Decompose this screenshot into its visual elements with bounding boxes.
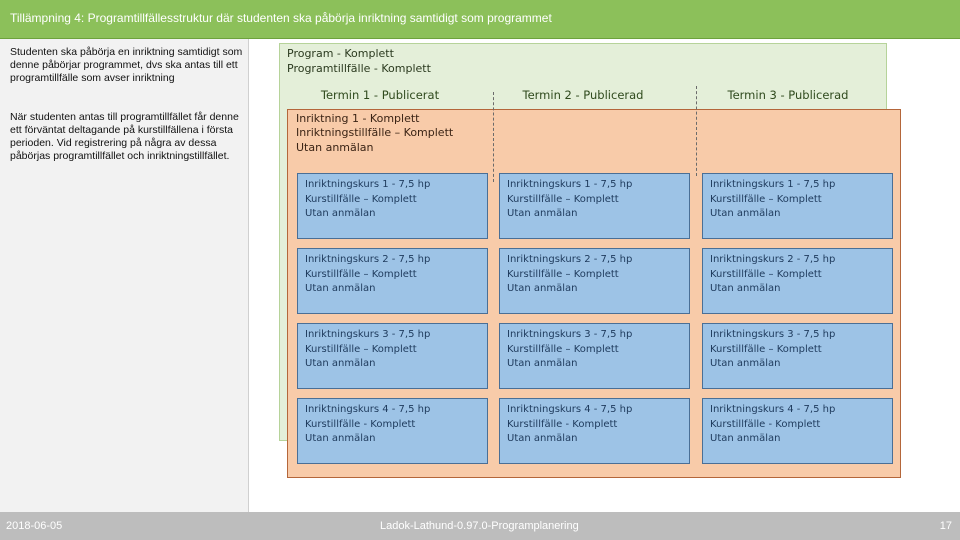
slide-footer bbox=[0, 512, 960, 540]
left-panel bbox=[0, 39, 249, 512]
course-title: Inriktningskurs 2 - 7,5 hp bbox=[507, 254, 633, 265]
course-note: Utan anmälan bbox=[710, 433, 781, 444]
course-box bbox=[499, 398, 690, 464]
course-note: Utan anmälan bbox=[305, 433, 376, 444]
program-label: Program - Komplett bbox=[287, 47, 394, 60]
course-note: Utan anmälan bbox=[507, 358, 578, 369]
page-number: 17 bbox=[939, 520, 952, 532]
course-status: Kurstillfälle – Komplett bbox=[305, 193, 417, 205]
course-note: Utan anmälan bbox=[507, 433, 578, 444]
course-note: Utan anmälan bbox=[305, 358, 376, 369]
footer-date: 2018-06-05 bbox=[6, 520, 63, 532]
term-2-header: Termin 2 - Publicerad bbox=[522, 88, 644, 102]
course-note: Utan anmälan bbox=[507, 283, 578, 294]
slide-title: Tillämpning 4: Programtillfällesstruktur där studenten ska påbörja inriktning samtidigt som programmet bbox=[10, 11, 552, 25]
course-status: Kurstillfälle – Komplett bbox=[507, 343, 619, 355]
inriktning-occasion-label: Inriktningstillfälle – Komplett bbox=[296, 126, 454, 139]
course-box bbox=[499, 248, 690, 314]
course-box bbox=[499, 323, 690, 389]
course-title: Inriktningskurs 4 - 7,5 hp bbox=[710, 404, 836, 415]
program-occasion-label: Programtillfälle - Komplett bbox=[287, 62, 431, 75]
course-box bbox=[702, 398, 893, 464]
course-box bbox=[297, 398, 488, 464]
course-box bbox=[702, 173, 893, 239]
course-note: Utan anmälan bbox=[305, 208, 376, 219]
course-status: Kurstillfälle - Komplett bbox=[710, 418, 821, 430]
footer-document-name: Ladok-Lathund-0.97.0-Programplanering bbox=[380, 520, 579, 532]
course-status: Kurstillfälle – Komplett bbox=[507, 268, 619, 280]
slide-header bbox=[0, 0, 960, 39]
course-title: Inriktningskurs 1 - 7,5 hp bbox=[507, 179, 633, 190]
course-status: Kurstillfälle - Komplett bbox=[305, 418, 416, 430]
course-box bbox=[297, 323, 488, 389]
course-status: Kurstillfälle – Komplett bbox=[710, 193, 822, 205]
course-box bbox=[297, 173, 488, 239]
course-note: Utan anmälan bbox=[305, 283, 376, 294]
course-status: Kurstillfälle – Komplett bbox=[507, 193, 619, 205]
course-status: Kurstillfälle - Komplett bbox=[507, 418, 618, 430]
course-status: Kurstillfälle – Komplett bbox=[710, 268, 822, 280]
course-title: Inriktningskurs 1 - 7,5 hp bbox=[305, 179, 431, 190]
course-note: Utan anmälan bbox=[710, 358, 781, 369]
term-divider-1 bbox=[493, 92, 494, 182]
description-paragraph-1: Studenten ska påbörja en inriktning samtidigt som denne påbörjar programmet, dvs ska antas till ett programtillfälle som avser inriktning bbox=[10, 46, 243, 84]
course-note: Utan anmälan bbox=[710, 208, 781, 219]
course-title: Inriktningskurs 4 - 7,5 hp bbox=[507, 404, 633, 415]
term-3-header: Termin 3 - Publicerad bbox=[727, 88, 849, 102]
course-title: Inriktningskurs 2 - 7,5 hp bbox=[710, 254, 836, 265]
course-box bbox=[702, 323, 893, 389]
course-status: Kurstillfälle – Komplett bbox=[305, 268, 417, 280]
course-title: Inriktningskurs 2 - 7,5 hp bbox=[305, 254, 431, 265]
term-divider-2 bbox=[696, 86, 697, 176]
course-title: Inriktningskurs 1 - 7,5 hp bbox=[710, 179, 836, 190]
course-note: Utan anmälan bbox=[507, 208, 578, 219]
course-title: Inriktningskurs 3 - 7,5 hp bbox=[305, 329, 431, 340]
course-title: Inriktningskurs 3 - 7,5 hp bbox=[710, 329, 836, 340]
course-status: Kurstillfälle – Komplett bbox=[710, 343, 822, 355]
description-paragraph-2: När studenten antas till programtillfället får denne ett förväntat deltagande på kurstillfällena i första perioden. Vid registrering på några av dessa påbörjas programtillfället och inriktningstillfället. bbox=[10, 111, 239, 162]
course-box bbox=[499, 173, 690, 239]
inriktning-note: Utan anmälan bbox=[296, 141, 374, 154]
course-box bbox=[702, 248, 893, 314]
course-note: Utan anmälan bbox=[710, 283, 781, 294]
term-1-header: Termin 1 - Publicerat bbox=[320, 88, 440, 102]
inriktning-label: Inriktning 1 - Komplett bbox=[296, 112, 420, 125]
course-title: Inriktningskurs 3 - 7,5 hp bbox=[507, 329, 633, 340]
course-title: Inriktningskurs 4 - 7,5 hp bbox=[305, 404, 431, 415]
course-box bbox=[297, 248, 488, 314]
course-status: Kurstillfälle – Komplett bbox=[305, 343, 417, 355]
